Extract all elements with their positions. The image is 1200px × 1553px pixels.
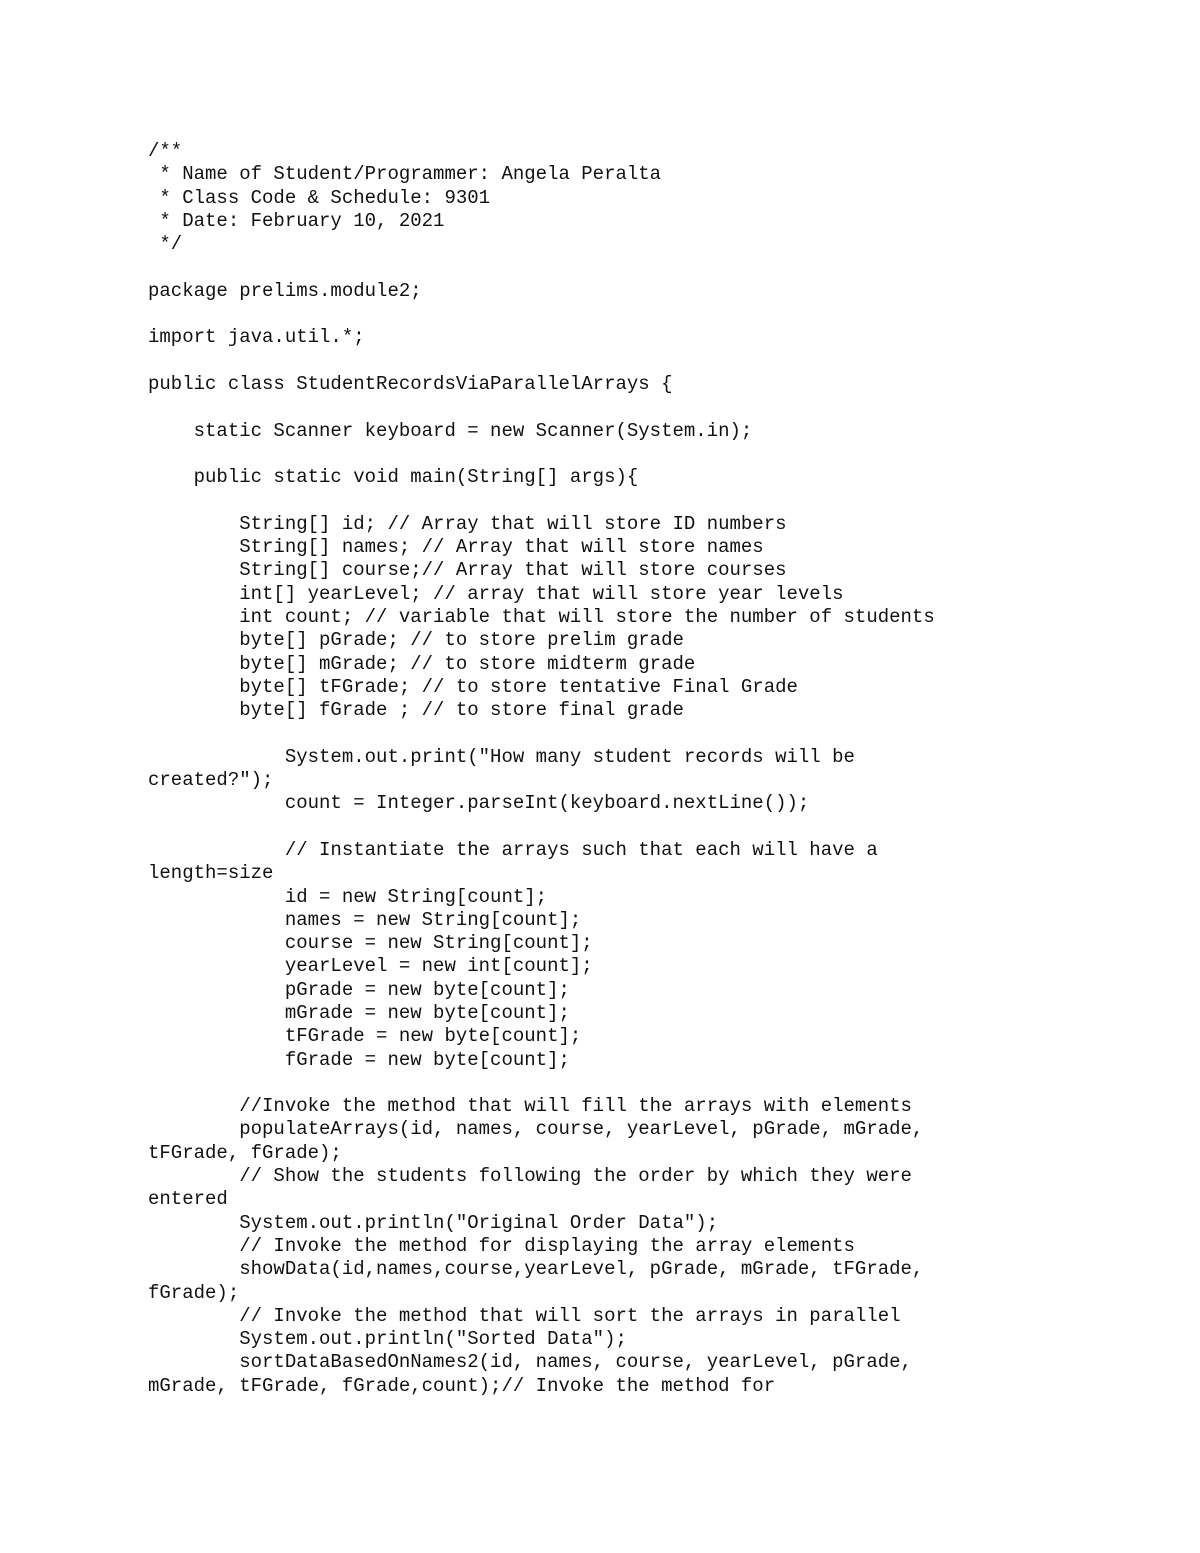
code-line: created?"); [148, 769, 274, 792]
blank-line [148, 1072, 1148, 1095]
code-line: * Date: February 10, 2021 [148, 209, 445, 232]
code-line: int count; // variable that will store the number of students [148, 605, 935, 628]
blank-line [148, 303, 1148, 326]
code-line: names = new String[count]; [148, 908, 582, 931]
code-line: public class StudentRecordsViaParallelArrays { [148, 372, 673, 395]
code-line: fGrade); [148, 1281, 240, 1304]
blank-line [148, 256, 1148, 279]
code-line: mGrade = new byte[count]; [148, 1001, 570, 1024]
code-line: * Class Code & Schedule: 9301 [148, 186, 491, 209]
code-line: populateArrays(id, names, course, yearLevel, pGrade, mGrade, [148, 1118, 924, 1141]
code-line: package prelims.module2; [148, 279, 422, 302]
code-listing [148, 140, 1148, 1398]
code-line: byte[] tFGrade; // to store tentative Final Grade [148, 675, 798, 698]
code-line: // Invoke the method for displaying the array elements [148, 1234, 855, 1257]
code-line: tFGrade, fGrade); [148, 1141, 342, 1164]
code-line: length=size [148, 862, 274, 885]
code-line: mGrade, tFGrade, fGrade,count);// Invoke the method for [148, 1374, 776, 1397]
code-line: entered [148, 1188, 228, 1211]
code-line: String[] id; // Array that will store ID numbers [148, 512, 787, 535]
code-line: // Show the students following the order by which they were [148, 1165, 912, 1188]
blank-line [148, 443, 1148, 466]
code-line: * Name of Student/Programmer: Angela Peralta [148, 163, 662, 186]
code-line: public static void main(String[] args){ [148, 466, 639, 489]
code-line: import java.util.*; [148, 326, 365, 349]
blank-line [148, 396, 1148, 419]
code-line: System.out.print("How many student records will be [148, 745, 855, 768]
code-line: //Invoke the method that will fill the arrays with elements [148, 1095, 912, 1118]
code-line: pGrade = new byte[count]; [148, 978, 570, 1001]
blank-line [148, 722, 1148, 745]
code-line: /** [148, 140, 183, 162]
code-line: static Scanner keyboard = new Scanner(System.in); [148, 419, 753, 442]
code-line: */ [148, 233, 183, 256]
code-line: System.out.println("Sorted Data"); [148, 1328, 627, 1351]
code-line: String[] course;// Array that will store courses [148, 559, 787, 582]
code-line: id = new String[count]; [148, 885, 548, 908]
code-line: byte[] fGrade ; // to store final grade [148, 699, 684, 722]
blank-line [148, 816, 1148, 839]
code-line: sortDataBasedOnNames2(id, names, course, yearLevel, pGrade, [148, 1351, 912, 1374]
code-line: System.out.println("Original Order Data"); [148, 1211, 719, 1234]
code-line: course = new String[count]; [148, 932, 593, 955]
code-line: fGrade = new byte[count]; [148, 1048, 570, 1071]
code-line: // Instantiate the arrays such that each will have a [148, 838, 878, 861]
code-line: // Invoke the method that will sort the arrays in parallel [148, 1304, 901, 1327]
code-line: yearLevel = new int[count]; [148, 955, 593, 978]
code-line: showData(id,names,course,yearLevel, pGrade, mGrade, tFGrade, [148, 1258, 924, 1281]
code-line: int[] yearLevel; // array that will store year levels [148, 582, 844, 605]
code-line: count = Integer.parseInt(keyboard.nextLine()); [148, 792, 810, 815]
blank-line [148, 489, 1148, 512]
blank-line [148, 350, 1148, 373]
code-line: tFGrade = new byte[count]; [148, 1025, 582, 1048]
code-line: byte[] pGrade; // to store prelim grade [148, 629, 684, 652]
code-line: byte[] mGrade; // to store midterm grade [148, 652, 696, 675]
code-line: String[] names; // Array that will store names [148, 536, 764, 559]
